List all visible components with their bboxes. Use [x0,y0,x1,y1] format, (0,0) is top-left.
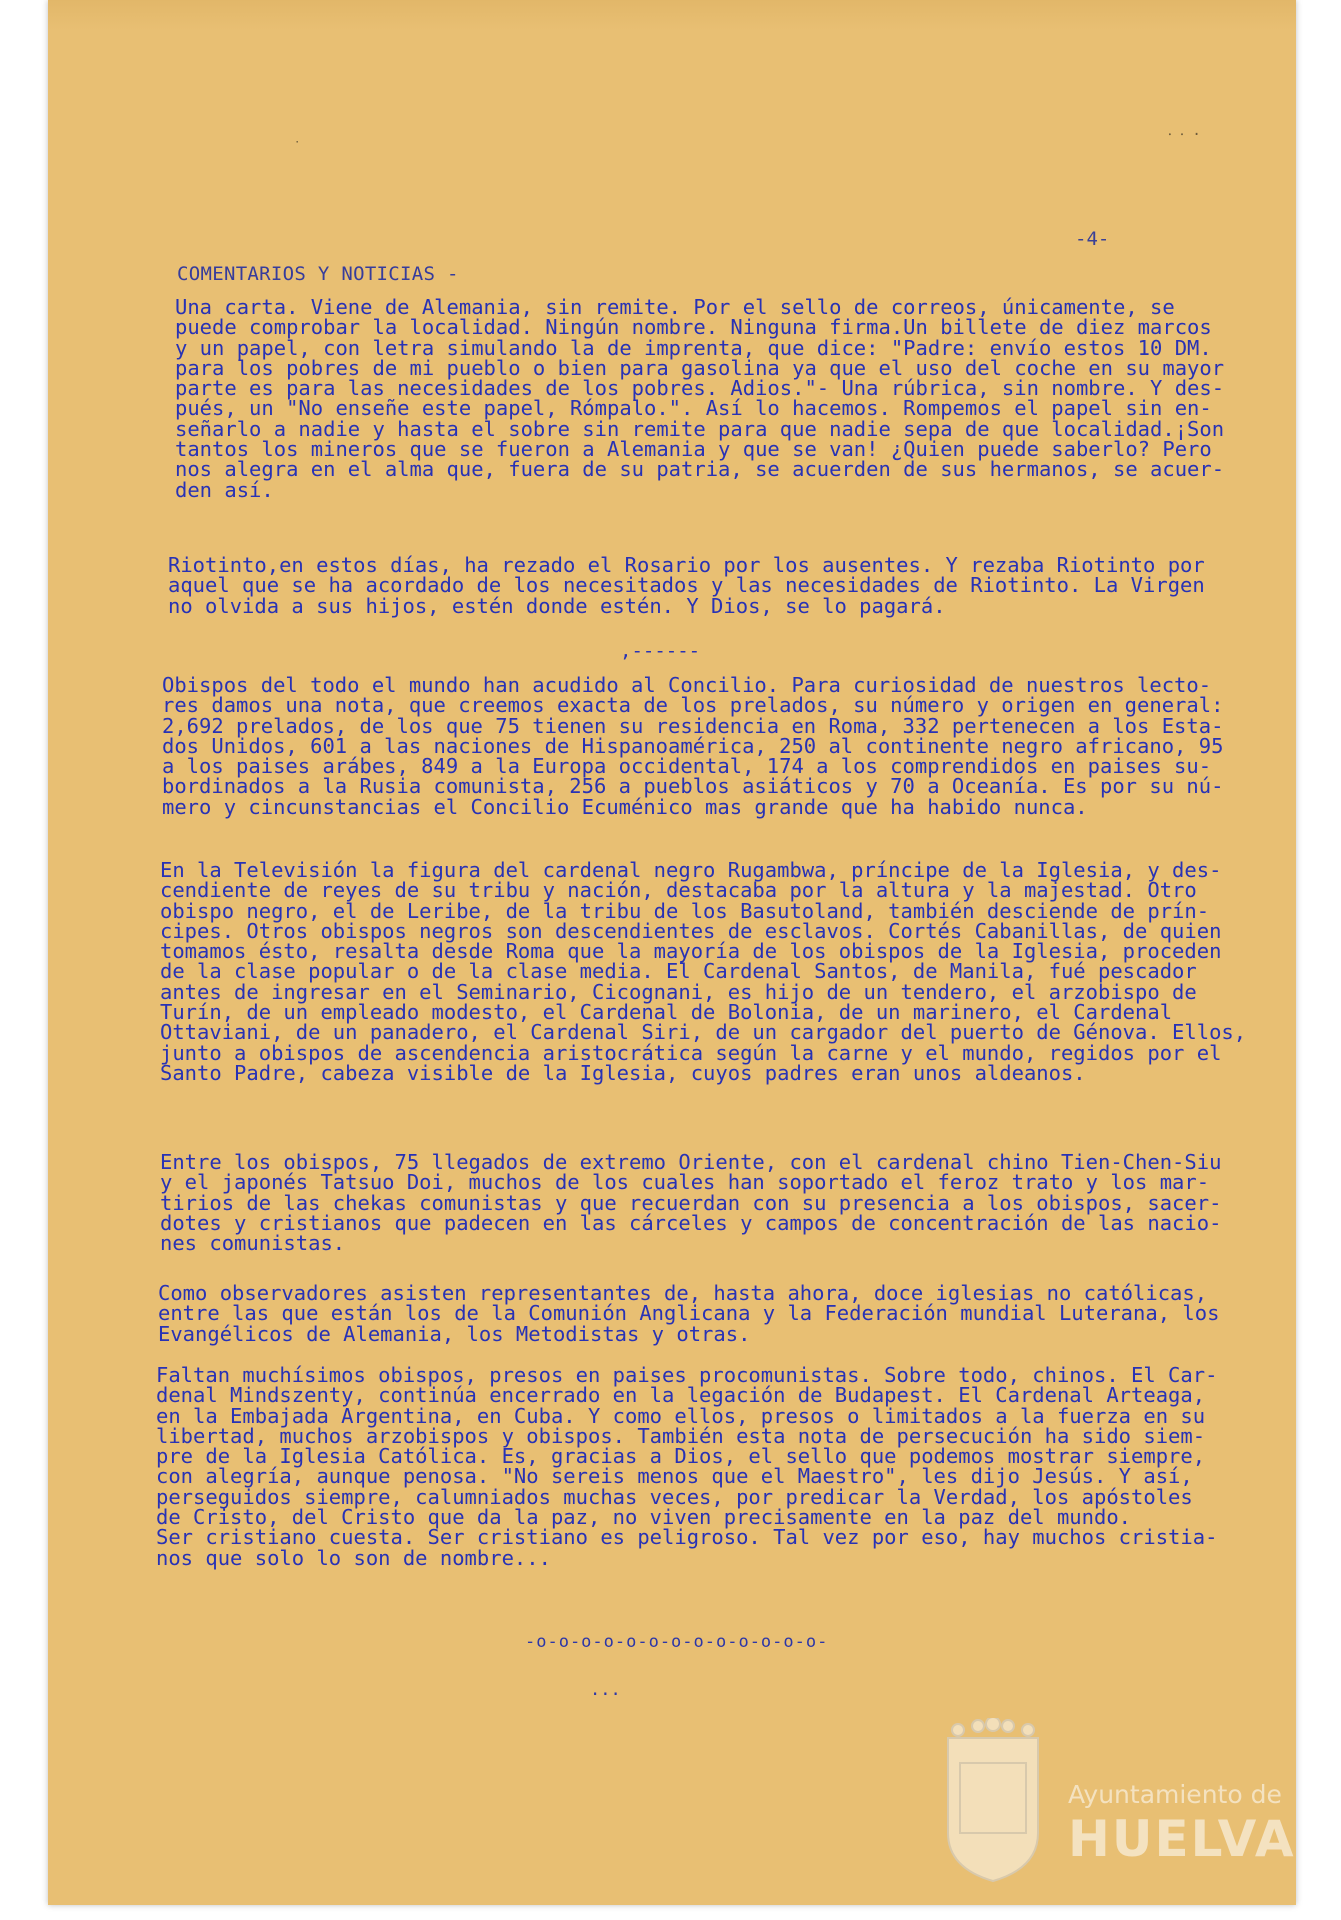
paragraph-far-east: Entre los obispos, 75 llegados de extremo Oriente, con el cardenal chino Tien-Chen-Siu y el japonés Tatsuo Doi, muchos de los cuales han soportado el feroz trato y los mar- tirios de las chekas comunistas y que recuerdan con su presencia a los obispos, sacer- dotes y cristianos que padecen en las cárceles y campos de concentración de las nacio- nes comunistas. [160,1150,1222,1256]
page-number: -4- [1075,228,1110,250]
separator-middle: ,------ [620,640,701,662]
paper-top-edge [48,0,1296,30]
section-heading: COMENTARIOS Y NOTICIAS - [177,263,459,285]
ink-mark: ˙ [293,140,302,156]
watermark-text [928,1718,1296,1896]
paragraph-observers: Como observadores asisten representantes de, hasta ahora, doce iglesias no católicas, entre las que están los de la Comunión Anglicana y la Federación mundial Luterana, los Evangélicos de Alemania, los Metodistas y otras. [158,1281,1220,1346]
ink-mark: ⸱ ⸱ · [1168,127,1201,143]
footer-separator: -o-o-o-o-o-o-o-o-o-o-o-o-o- [525,1632,829,1652]
paragraph-persecution: Faltan muchísimos obispos, presos en paises procomunistas. Sobre todo, chinos. El Car- denal Mindszenty, continúa encerrado en la legación de Budapest. El Cardenal Arteaga, en la Embajada Argentina, en Cuba. Y como ellos, presos o limitados a la fuerza en su libertad, muchos arzobispos y obispos. También esta nota de persecución ha sido siem- pre de la Iglesia Católica. Es, gracias a Dios, el sello que podemos mostrar siempre, con alegría, aunque penosa. "No sereis menos que el Maestro", les dijo Jesús. Y así, perseguidos siempre, calumniados muchas veces, por predicar la Verdad, los apóstoles de Cristo, del Cristo que da la paz, no viven precisamente en la paz del mundo. Ser cristiano cuesta. Ser cristiano es peligroso. Tal vez por eso, hay muchos cristia- nos que solo lo son de nombre... [156,1363,1218,1570]
paragraph-bishops-origin: Obispos del todo el mundo han acudido al Concilio. Para curiosidad de nuestros lecto- res damos una nota, que creemos exacta de los prelados, su número y origen en general: 2,692 prelados, de los que 75 tienen su residencia en Roma, 332 pertenecen a los Esta- dos Unidos, 601 a las naciones de Hispanoamérica, 250 al continente negro africano, 95 a los paises arábes, 849 a la Europa occidental, 174 a los comprendidos en paises su- bordinados a la Rusia comunista, 256 a pueblos asiáticos y 70 a Oceanía. Es por su nú- mero y cincunstancias el Concilio Ecuménico mas grande que ha habido nunca. [162,673,1224,819]
footer-dots: ... [590,1680,621,1700]
watermark-line2: HUELVA [1068,1810,1296,1868]
paragraph-letter: Una carta. Viene de Alemania, sin remite. Por el sello de correos, únicamente, se puede comprobar la localidad. Ningún nombre. Ninguna firma.Un billete de diez marcos y un papel, con letra simulando la de imprenta, que dice: "Padre: envío estos 10 DM. para los pobres de mi pueblo o bien para gasolina ya que el uso del coche en su mayor parte es para las necesidades de los pobres. Adios."- Una rúbrica, sin nombre. Y des- pués, un "No enseñe este papel, Rómpalo.". Así lo hacemos. Rompemos el papel sin en- señarlo a nadie y hasta el sobre sin remite para que nadie sepa de que localidad.¡Son tantos los mineros que se fueron a Alemania y que se van! ¿Quien puede saberlo? Pero nos alegra en el alma que, fuera de su patria, se acuerden de sus hermanos, se acuer- den así. [175,295,1225,502]
watermark-line1: Ayuntamiento de [1068,1780,1282,1809]
paragraph-riotinto: Riotinto,en estos días, ha rezado el Rosario por los ausentes. Y rezaba Riotinto por aquel que se ha acordado de los necesitados y las necesidades de Riotinto. La Virgen no olvida a sus hijos, estén donde estén. Y Dios, se lo pagará. [168,553,1205,618]
paragraph-television: En la Televisión la figura del cardenal negro Rugambwa, príncipe de la Iglesia, y des- cendiente de reyes de su tribu y nación, destacaba por la altura y la majestad. Otro obispo negro, el de Leribe, de la tribu de los Basutoland, también desciende de prín- cipes. Otros obispos negros son descendientes de esclavos. Cortés Cabanillas, de quien tomamos ésto, resalta desde Roma que la mayoría de los obispos de la Iglesia, proceden de la clase popular o de la clase media. El Cardenal Santos, de Manila, fué pescador antes de ingresar en el Seminario, Cicognani, es hijo de un tendero, el arzobispo de Turín, de un empleado modesto, el Cardenal de Bolonia, de un marinero, el Cardenal Ottaviani, de un panadero, el Cardenal Siri, de un cargador del puerto de Génova. Ellos, junto a obispos de ascendencia aristocrática según la carne y el mundo, regidos por el Santo Padre, cabeza visible de la Iglesia, cuyos padres eran unos aldeanos. [160,858,1247,1085]
